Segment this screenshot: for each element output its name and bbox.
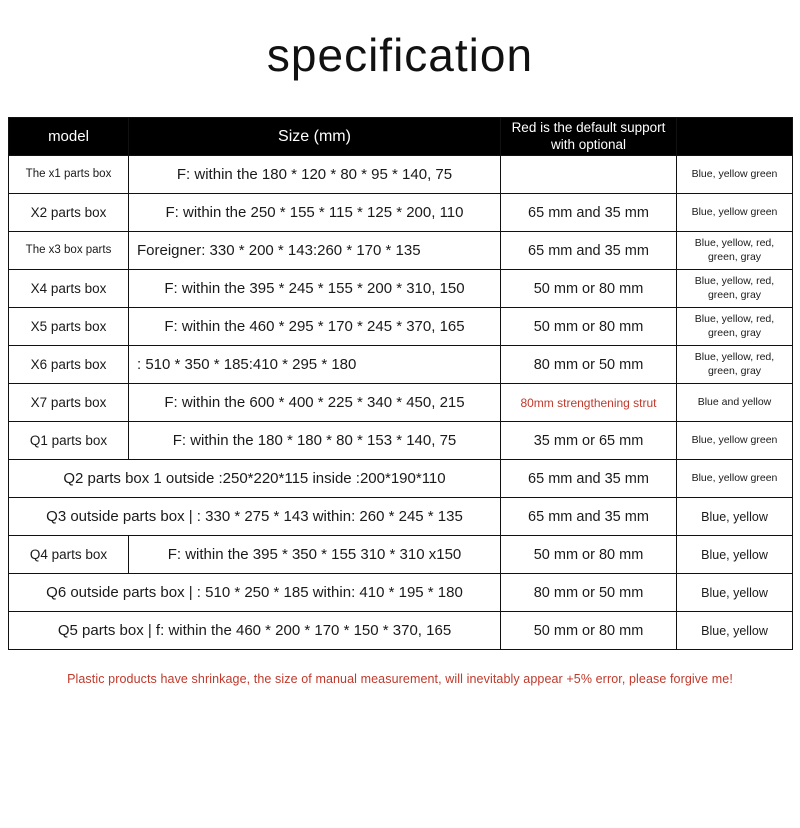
cell-colors: Blue, yellow — [677, 612, 793, 650]
column-header-colors — [677, 118, 793, 156]
cell-size: F: within the 250 * 155 * 115 * 125 * 200, 110 — [129, 194, 501, 232]
table-row — [9, 536, 793, 574]
table-row — [9, 460, 793, 498]
cell-size: Foreigner: 330 * 200 * 143:260 * 170 * 135 — [129, 232, 501, 270]
cell-colors: Blue, yellow, red, green, gray — [677, 270, 793, 308]
cell-model: X2 parts box — [9, 194, 129, 232]
cell-size: F: within the 460 * 295 * 170 * 245 * 370, 165 — [129, 308, 501, 346]
cell-model: Q1 parts box — [9, 422, 129, 460]
table-row — [9, 156, 793, 194]
table-header-row — [9, 118, 793, 156]
cell-colors: Blue, yellow green — [677, 194, 793, 232]
cell-support: 65 mm and 35 mm — [501, 232, 677, 270]
page-title: specification — [266, 29, 534, 81]
cell-support: 50 mm or 80 mm — [501, 308, 677, 346]
column-header-size: Size (mm) — [129, 118, 501, 156]
cell-size: Q3 outside parts box | : 330 * 275 * 143 within: 260 * 245 * 135 — [9, 498, 501, 536]
cell-model: The x1 parts box — [9, 156, 129, 194]
cell-size: Q2 parts box 1 outside :250*220*115 inside :200*190*110 — [9, 460, 501, 498]
table-row — [9, 232, 793, 270]
cell-colors: Blue, yellow — [677, 536, 793, 574]
cell-colors: Blue and yellow — [677, 384, 793, 422]
cell-colors: Blue, yellow green — [677, 156, 793, 194]
cell-colors: Blue, yellow — [677, 498, 793, 536]
cell-size: F: within the 180 * 120 * 80 * 95 * 140, 75 — [129, 156, 501, 194]
cell-colors: Blue, yellow, red, green, gray — [677, 232, 793, 270]
cell-colors: Blue, yellow — [677, 574, 793, 612]
cell-size: Q5 parts box | f: within the 460 * 200 * 170 * 150 * 370, 165 — [9, 612, 501, 650]
table-row — [9, 346, 793, 384]
cell-support: 80 mm or 50 mm — [501, 574, 677, 612]
table-row — [9, 194, 793, 232]
cell-support: 50 mm or 80 mm — [501, 612, 677, 650]
column-header-model: model — [9, 118, 129, 156]
specification-page — [0, 28, 800, 828]
cell-model: X6 parts box — [9, 346, 129, 384]
table-row — [9, 612, 793, 650]
cell-size: : 510 * 350 * 185:410 * 295 * 180 — [129, 346, 501, 384]
cell-colors: Blue, yellow green — [677, 422, 793, 460]
cell-support: 80 mm or 50 mm — [501, 346, 677, 384]
cell-model: Q4 parts box — [9, 536, 129, 574]
footnote: Plastic products have shrinkage, the size of manual measurement, will inevitably appear +5% error, please forgive me! — [67, 672, 733, 687]
table-row — [9, 422, 793, 460]
cell-support: 50 mm or 80 mm — [501, 270, 677, 308]
cell-model: X4 parts box — [9, 270, 129, 308]
column-header-support: Red is the default support with optional — [501, 118, 677, 156]
cell-colors: Blue, yellow, red, green, gray — [677, 346, 793, 384]
table-head — [9, 118, 793, 156]
cell-support: 35 mm or 65 mm — [501, 422, 677, 460]
table-row — [9, 574, 793, 612]
cell-size: F: within the 395 * 350 * 155 310 * 310 x150 — [129, 536, 501, 574]
cell-size: F: within the 180 * 180 * 80 * 153 * 140, 75 — [129, 422, 501, 460]
cell-support: 65 mm and 35 mm — [501, 460, 677, 498]
table-row — [9, 308, 793, 346]
cell-size: F: within the 600 * 400 * 225 * 340 * 450, 215 — [129, 384, 501, 422]
cell-support: 50 mm or 80 mm — [501, 536, 677, 574]
cell-model: The x3 box parts — [9, 232, 129, 270]
cell-model: X5 parts box — [9, 308, 129, 346]
cell-colors: Blue, yellow green — [677, 460, 793, 498]
spec-table-wrap — [8, 117, 792, 650]
cell-colors: Blue, yellow, red, green, gray — [677, 308, 793, 346]
cell-support: 65 mm and 35 mm — [501, 194, 677, 232]
table-body — [9, 156, 793, 650]
table-row — [9, 384, 793, 422]
cell-support: 80mm strengthening strut — [501, 384, 677, 422]
cell-support: 65 mm and 35 mm — [501, 498, 677, 536]
cell-size: F: within the 395 * 245 * 155 * 200 * 310, 150 — [129, 270, 501, 308]
cell-support — [501, 156, 677, 194]
cell-size: Q6 outside parts box | : 510 * 250 * 185 within: 410 * 195 * 180 — [9, 574, 501, 612]
specification-table — [8, 117, 793, 650]
table-row — [9, 498, 793, 536]
cell-model: X7 parts box — [9, 384, 129, 422]
table-row — [9, 270, 793, 308]
